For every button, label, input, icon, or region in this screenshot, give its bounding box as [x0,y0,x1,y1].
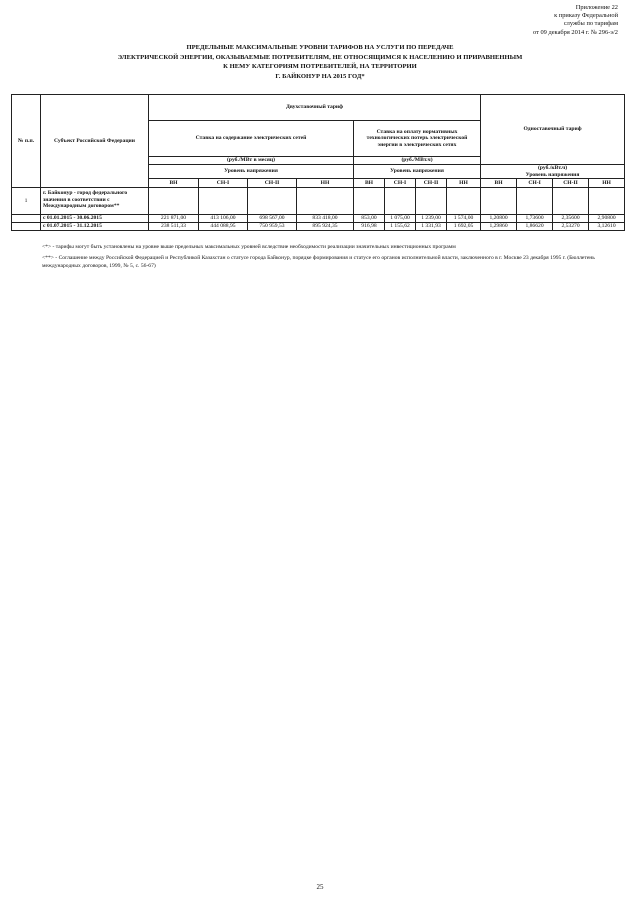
subject-row [12,188,625,215]
value-cell: 238 511,33 [149,223,199,231]
tariff-table [11,94,625,231]
row-number-cell: 1 [12,188,41,215]
voltage-col: ВН [481,179,517,188]
appendix-line-3: службы по тарифам [563,20,618,28]
subject-name-cell: г. Байконур - город федерального значения в соответствии с Международным договором** [41,188,149,215]
value-cell: 1 331,93 [416,223,447,231]
voltage-col: СН-I [199,179,248,188]
value-cell: 3,12610 [589,223,625,231]
voltage-level-one-part: Уровень напряжения [525,171,580,178]
value-cell: 1 239,00 [416,215,447,223]
period-cell: с 01.01.2015 - 30.06.2015 [41,215,149,223]
value-cell: 1 075,00 [385,215,416,223]
value-cell: 698 567,00 [248,215,297,223]
value-cell: 916,98 [354,223,385,231]
value-cell: 2,53270 [553,223,589,231]
voltage-col: ВН [354,179,385,188]
value-cell: 413 106,00 [199,215,248,223]
title-line-1: ПРЕДЕЛЬНЫЕ МАКСИМАЛЬНЫЕ УРОВНИ ТАРИФОВ НА УСЛУГИ ПО ПЕРЕДАЧЕ [186,44,454,51]
appendix-line-2: к приказу Федеральной [554,12,618,20]
period-cell: с 01.07.2015 - 31.12.2015 [41,223,149,231]
value-cell: 1,20800 [481,215,517,223]
value-cell: 2,35600 [553,215,589,223]
unit-one-part-label: (руб./кВт.ч) [538,165,568,171]
appendix-reference [458,4,618,37]
voltage-col: НН [447,179,481,188]
value-cell: 1,86620 [517,223,553,231]
value-cell: 853,00 [354,215,385,223]
unit-maintenance: (руб./МВт в месяц) [149,157,354,165]
value-cell: 1,29860 [481,223,517,231]
unit-losses: (руб./МВт.ч) [354,157,481,165]
voltage-col: СН-II [248,179,297,188]
table-row [12,215,625,223]
value-cell: 833 418,00 [297,215,354,223]
voltage-level-losses: Уровень напряжения [354,165,481,179]
header-row-number: № п.п. [12,95,41,188]
header-two-part-tariff: Двухставочный тариф [149,95,481,121]
page-number: 25 [316,883,324,891]
voltage-level-maintenance: Уровень напряжения [149,165,354,179]
voltage-col: СН-II [553,179,589,188]
voltage-col: СН-I [385,179,416,188]
unit-one-part [481,165,625,179]
voltage-col: ВН [149,179,199,188]
header-maintenance-rate: Ставка на содержание электрических сетей [149,121,354,157]
document-title [60,43,580,81]
voltage-col: СН-I [517,179,553,188]
value-cell: 1 574,00 [447,215,481,223]
footnote-2: <**> - Соглашение между Российской Федерацией и Республикой Казахстан о статусе города Байконур, порядке формирования и статусе его органов исполнительной власти, заключенного в г. Москве 23 декабря 1995 г. (Бюллетень международных договоров, 1999, № 5, с. 56-67) [42,255,595,270]
title-line-4: Г. БАЙКОНУР НА 2015 ГОД* [275,72,365,80]
header-subject: Субъект Российской Федерации [41,95,149,188]
footnotes [42,243,602,274]
value-cell: 221 871,00 [149,215,199,223]
title-line-3: К НЕМУ КАТЕГОРИЯМ ПОТРЕБИТЕЛЕЙ, НА ТЕРРИТОРИИ [223,63,417,71]
voltage-col: НН [589,179,625,188]
value-cell: 1,73600 [517,215,553,223]
header-losses-rate: Ставка на оплату нормативных технологических потерь электрической энергии в электрических сетях [354,121,481,157]
header-one-part-tariff: Одноставочный тариф [481,95,625,165]
title-line-2: ЭЛЕКТРИЧЕСКОЙ ЭНЕРГИИ, ОКАЗЫВАЕМЫЕ ПОТРЕБИТЕЛЯМ, НЕ ОТНОСЯЩИМСЯ К НАСЕЛЕНИЮ И ПРИРАВНЕННЫМ [117,53,523,61]
value-cell: 2,90800 [589,215,625,223]
value-cell: 895 924,35 [297,223,354,231]
footnote-1: <*> - тарифы могут быть установлены на уровне выше предельных максимальных уровней вследствие необходимости реализации значительных инвестиционных программ [42,244,456,250]
value-cell: 1 155,62 [385,223,416,231]
appendix-line-1: Приложение 22 [575,4,618,11]
voltage-col: СН-II [416,179,447,188]
value-cell: 750 959,53 [248,223,297,231]
voltage-col: НН [297,179,354,188]
table-row [12,223,625,231]
value-cell: 444 088,95 [199,223,248,231]
value-cell: 1 692,05 [447,223,481,231]
appendix-line-4: от 09 декабря 2014 г. № 296-э/2 [532,28,618,36]
